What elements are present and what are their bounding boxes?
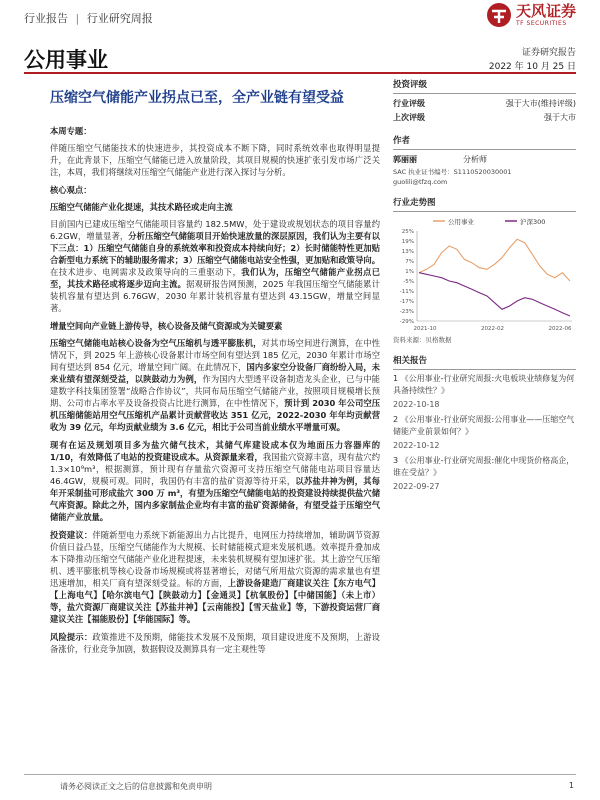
investment-paragraph bbox=[50, 529, 380, 625]
author-name: 郭丽丽 bbox=[393, 155, 417, 164]
related-block bbox=[393, 355, 576, 493]
related-item[interactable] bbox=[393, 414, 576, 452]
trend-heading: 行业走势图 bbox=[393, 197, 576, 212]
s1-text-a: 目前国内已建成压缩空气储能项目容量约 182.5MW，处于建设或规划状态的项目容量约 6.2GW，增量显著， bbox=[50, 219, 380, 241]
report-category bbox=[24, 10, 153, 26]
focus-heading: 本周专题： bbox=[50, 126, 92, 136]
s1-text-e: 据观研报告网预测，2025 年我国压缩空气储能累计装机容量有望达到 6.76GW，2030 年累计装机容量有望达到 43.15GW，增量空间显著。 bbox=[50, 279, 380, 313]
risk-heading: 风险提示： bbox=[50, 632, 93, 642]
trend-block bbox=[393, 197, 576, 345]
section-1-heading: 压缩空气储能产业化提速，其技术路径或走向主流 bbox=[50, 202, 233, 212]
related-item-title[interactable]: 1 《公用事业-行业研究周报:火电板块业绩修复为何具备持续性？》 bbox=[393, 374, 575, 395]
page-title: 压缩空气储能产业拐点已至，全产业链有望受益 bbox=[50, 90, 344, 106]
s2-text-c: 国内多家空分设备厂商纷纷入局，未来业绩有望深刻受益，以陕鼓动力为例， bbox=[50, 362, 380, 384]
author-role: 分析师 bbox=[463, 155, 487, 164]
rating-heading: 投资评级 bbox=[393, 79, 576, 94]
trend-chart-svg bbox=[393, 215, 576, 335]
rating-block bbox=[393, 79, 576, 125]
related-heading: 相关报告 bbox=[393, 355, 576, 370]
s1-text-d: 我们认为，压缩空气储能产业拐点已至，其技术路径或将逐步迈向主流。 bbox=[50, 267, 380, 289]
main-content bbox=[50, 125, 380, 661]
focus-paragraph: 伴随压缩空气储能技术的快速进步，其投资成本不断下降，同时系统效率也取得明显提升，在此背景下，压缩空气储能已进入放量阶段，其项目规模的快速扩张引发市场广泛关注，本周，我们将继续对压缩空气储能产业进行深入探讨与分析。 bbox=[50, 143, 380, 177]
inv-text-a: 伴随新型电力系统下新能源出力占比提升，电网压力持续增加，辅助调节资源价值日益凸显，压缩空气储能作为大规模、长时储能模式迎来发展机遇。效率提升叠加成本下降推动压缩空气储能产业化进程提速，未来装机规模有望加速扩张。其上游空气压缩机、透平膨胀机等核心设备市场规模或将显著增长，对储气所用盐穴资源的需求量也有望迅速增加，相关厂商有望深刻受益。标的方面， bbox=[50, 530, 380, 588]
page-number: 1 bbox=[568, 781, 574, 790]
y-tick-label: 25% bbox=[401, 229, 414, 235]
rating-label: 行业评级 bbox=[393, 99, 425, 108]
rating-value: 强于大市(维持评级) bbox=[505, 99, 576, 108]
sidebar bbox=[393, 79, 576, 503]
x-tick-label: 2022-06 bbox=[548, 326, 572, 332]
s3-text-c: 以苏盐井神为例，其每年开采制盐可形成盐穴 300 万 m³，有望为压缩空气储能电站的投资建设持续提供盐穴储气库资源。除此之外，国内多家制盐企业均有丰富的盐矿资源储备，有望受益于压缩空气储能产业放量。 bbox=[50, 476, 380, 522]
header-rule bbox=[24, 72, 576, 74]
s3-text-b: 我国盐穴资源丰富，现有盐穴约 1.3×10⁹m³，根据测算，预计现有存量盐穴资源可支持压缩空气储能电站项目容量达 46.4GW，规模可观。同时，我国仍有丰富的盐矿资源等待开采， bbox=[50, 452, 380, 486]
section-3-paragraph bbox=[50, 439, 380, 523]
legend-label: 沪深300 bbox=[520, 218, 546, 226]
x-tick-label: 2021-10 bbox=[413, 326, 437, 332]
y-tick-label: -23% bbox=[399, 309, 414, 315]
prev-rating-value: 强于大市 bbox=[544, 113, 576, 122]
brand-logo bbox=[486, 2, 576, 28]
y-tick-label: 13% bbox=[401, 249, 414, 255]
risk-paragraph bbox=[50, 631, 380, 655]
related-item-date: 2022-10-18 bbox=[393, 400, 440, 409]
prev-rating-row bbox=[393, 111, 576, 125]
y-tick-label: -11% bbox=[399, 289, 414, 295]
s2-text-b: 对其市场空间进行测算，在中性情况下，到 2025 年上游核心设备累计市场空间有望达到 185 亿元，2030 年累计市场空间有望达到 854 亿元，增量空间广阔。在此情况下， bbox=[50, 338, 380, 372]
y-tick-label: 1% bbox=[405, 269, 414, 275]
rating-row bbox=[393, 97, 576, 111]
related-item-title[interactable]: 2 《公用事业-行业研究周报:公用事业——压缩空气储能产业前景如何？》 bbox=[393, 415, 575, 436]
x-tick-label: 2022-02 bbox=[481, 326, 504, 332]
core-heading: 核心观点： bbox=[50, 185, 92, 195]
s1-text-b: 分析压缩空气储能项目开始快速放量的深层原因，我们认为主要有以下三点：1）压缩空气储能自身的系统效率和投资成本持续向好；2）长时储能特性更加贴合新型电力系统下的辅助服务需求；3）压缩空气储能电站安全性强，更加贴和政策导向。 bbox=[50, 231, 380, 265]
s3-text-a: 现有在运及规划项目多为盐穴储气技术，其储气库建设成本仅为地面压力容器库的 1/10，有效降低了电站的投资建设成本。从资源量来看， bbox=[50, 440, 380, 462]
y-tick-label: -17% bbox=[399, 299, 414, 305]
related-item-title[interactable]: 3 《公用事业-行业研究周报:催化中现货价格高企，谁在受益？》 bbox=[393, 456, 575, 477]
doc-type: 证券研究报告 bbox=[521, 48, 576, 58]
related-item-date: 2022-09-27 bbox=[393, 482, 440, 491]
series-line bbox=[419, 273, 570, 316]
logo-text-cn: 天风证券 bbox=[515, 1, 576, 20]
related-item[interactable] bbox=[393, 455, 576, 493]
author-heading: 作者 bbox=[393, 135, 576, 150]
chart-source: 资料来源：贝格数据 bbox=[393, 336, 452, 344]
category-separator: | bbox=[75, 12, 80, 25]
section-1-paragraph bbox=[50, 218, 380, 314]
report-meta bbox=[489, 46, 576, 74]
inv-text-b: 上游设备建造厂商建议关注【东方电气】【上海电气】【哈尔滨电气】【陕鼓动力】【金通灵】【杭氧股份】【中储国能】（未上市）等，盐穴资源厂商建议关注【苏盐井神】【云南能投】【雪天盐业】等，下游投资运营厂商建议关注【福能股份】【华能国际】等。 bbox=[50, 578, 380, 624]
related-item[interactable] bbox=[393, 373, 576, 411]
related-item-date: 2022-10-12 bbox=[393, 441, 440, 450]
report-date: 2022 年 10 月 25 日 bbox=[488, 62, 576, 72]
s2-text-e: 预计到 2030 年公司空压机压缩储能站用空气压缩机产品累计贡献营收达 351 亿元，2022-2030 年年均贡献营收为 39 亿元，年均贡献业绩为 3.6 亿元，相比于公司当前业绩水平增量可观。 bbox=[50, 398, 380, 432]
y-tick-label: -5% bbox=[403, 279, 414, 285]
section-2-heading: 增量空间向产业链上游传导，核心设备及储气资源或为关键要素 bbox=[50, 321, 283, 331]
investment-heading: 投资建议： bbox=[50, 530, 93, 540]
risk-text: 政策推进不及预期，储能技术发展不及预期，项目建设进度不及预期，上游设备涨价，行业竞争加剧，数据假设及测算具有一定主观性等 bbox=[50, 632, 380, 654]
author-block bbox=[393, 135, 576, 187]
s1-text-c: 在技术进步、电网需求及政策导向的三重驱动下， bbox=[50, 267, 242, 277]
industry-title: 公用事业 bbox=[24, 48, 108, 72]
footer-rule bbox=[24, 774, 576, 775]
footer-disclaimer: 请务必阅读正文之后的信息披露和免责申明 bbox=[60, 782, 212, 791]
y-tick-label: -29% bbox=[399, 319, 414, 325]
section-2-paragraph bbox=[50, 337, 380, 433]
s2-text-a: 压缩空气储能电站核心设备为空气压缩机与透平膨胀机， bbox=[50, 338, 262, 348]
series-line bbox=[419, 239, 570, 281]
author-email[interactable]: guolili@tfzq.com bbox=[393, 178, 448, 186]
y-tick-label: 7% bbox=[405, 259, 414, 265]
trend-chart bbox=[393, 215, 576, 335]
author-sac: SAC 执业证书编号：S1110520030001 bbox=[393, 168, 512, 176]
y-tick-label: 19% bbox=[401, 239, 414, 245]
prev-rating-label: 上次评级 bbox=[393, 113, 425, 122]
legend-label: 公用事业 bbox=[448, 218, 474, 226]
author-row bbox=[393, 153, 576, 167]
logo-text-en: TF SECURITIES bbox=[515, 19, 567, 27]
report-type: 行业报告 bbox=[24, 12, 68, 25]
report-column: 行业研究周报 bbox=[86, 12, 153, 25]
s2-text-d: 作为国内大型透平设备制造龙头企业，已与中能建数字科技集团签署“战略合作协议”，共同布局压缩空气储能产业，按照项目规模增长预期、公司市占率水平及设备投资占比进行测算，在中性情况下， bbox=[50, 374, 380, 408]
logo-mark-icon bbox=[486, 2, 512, 28]
